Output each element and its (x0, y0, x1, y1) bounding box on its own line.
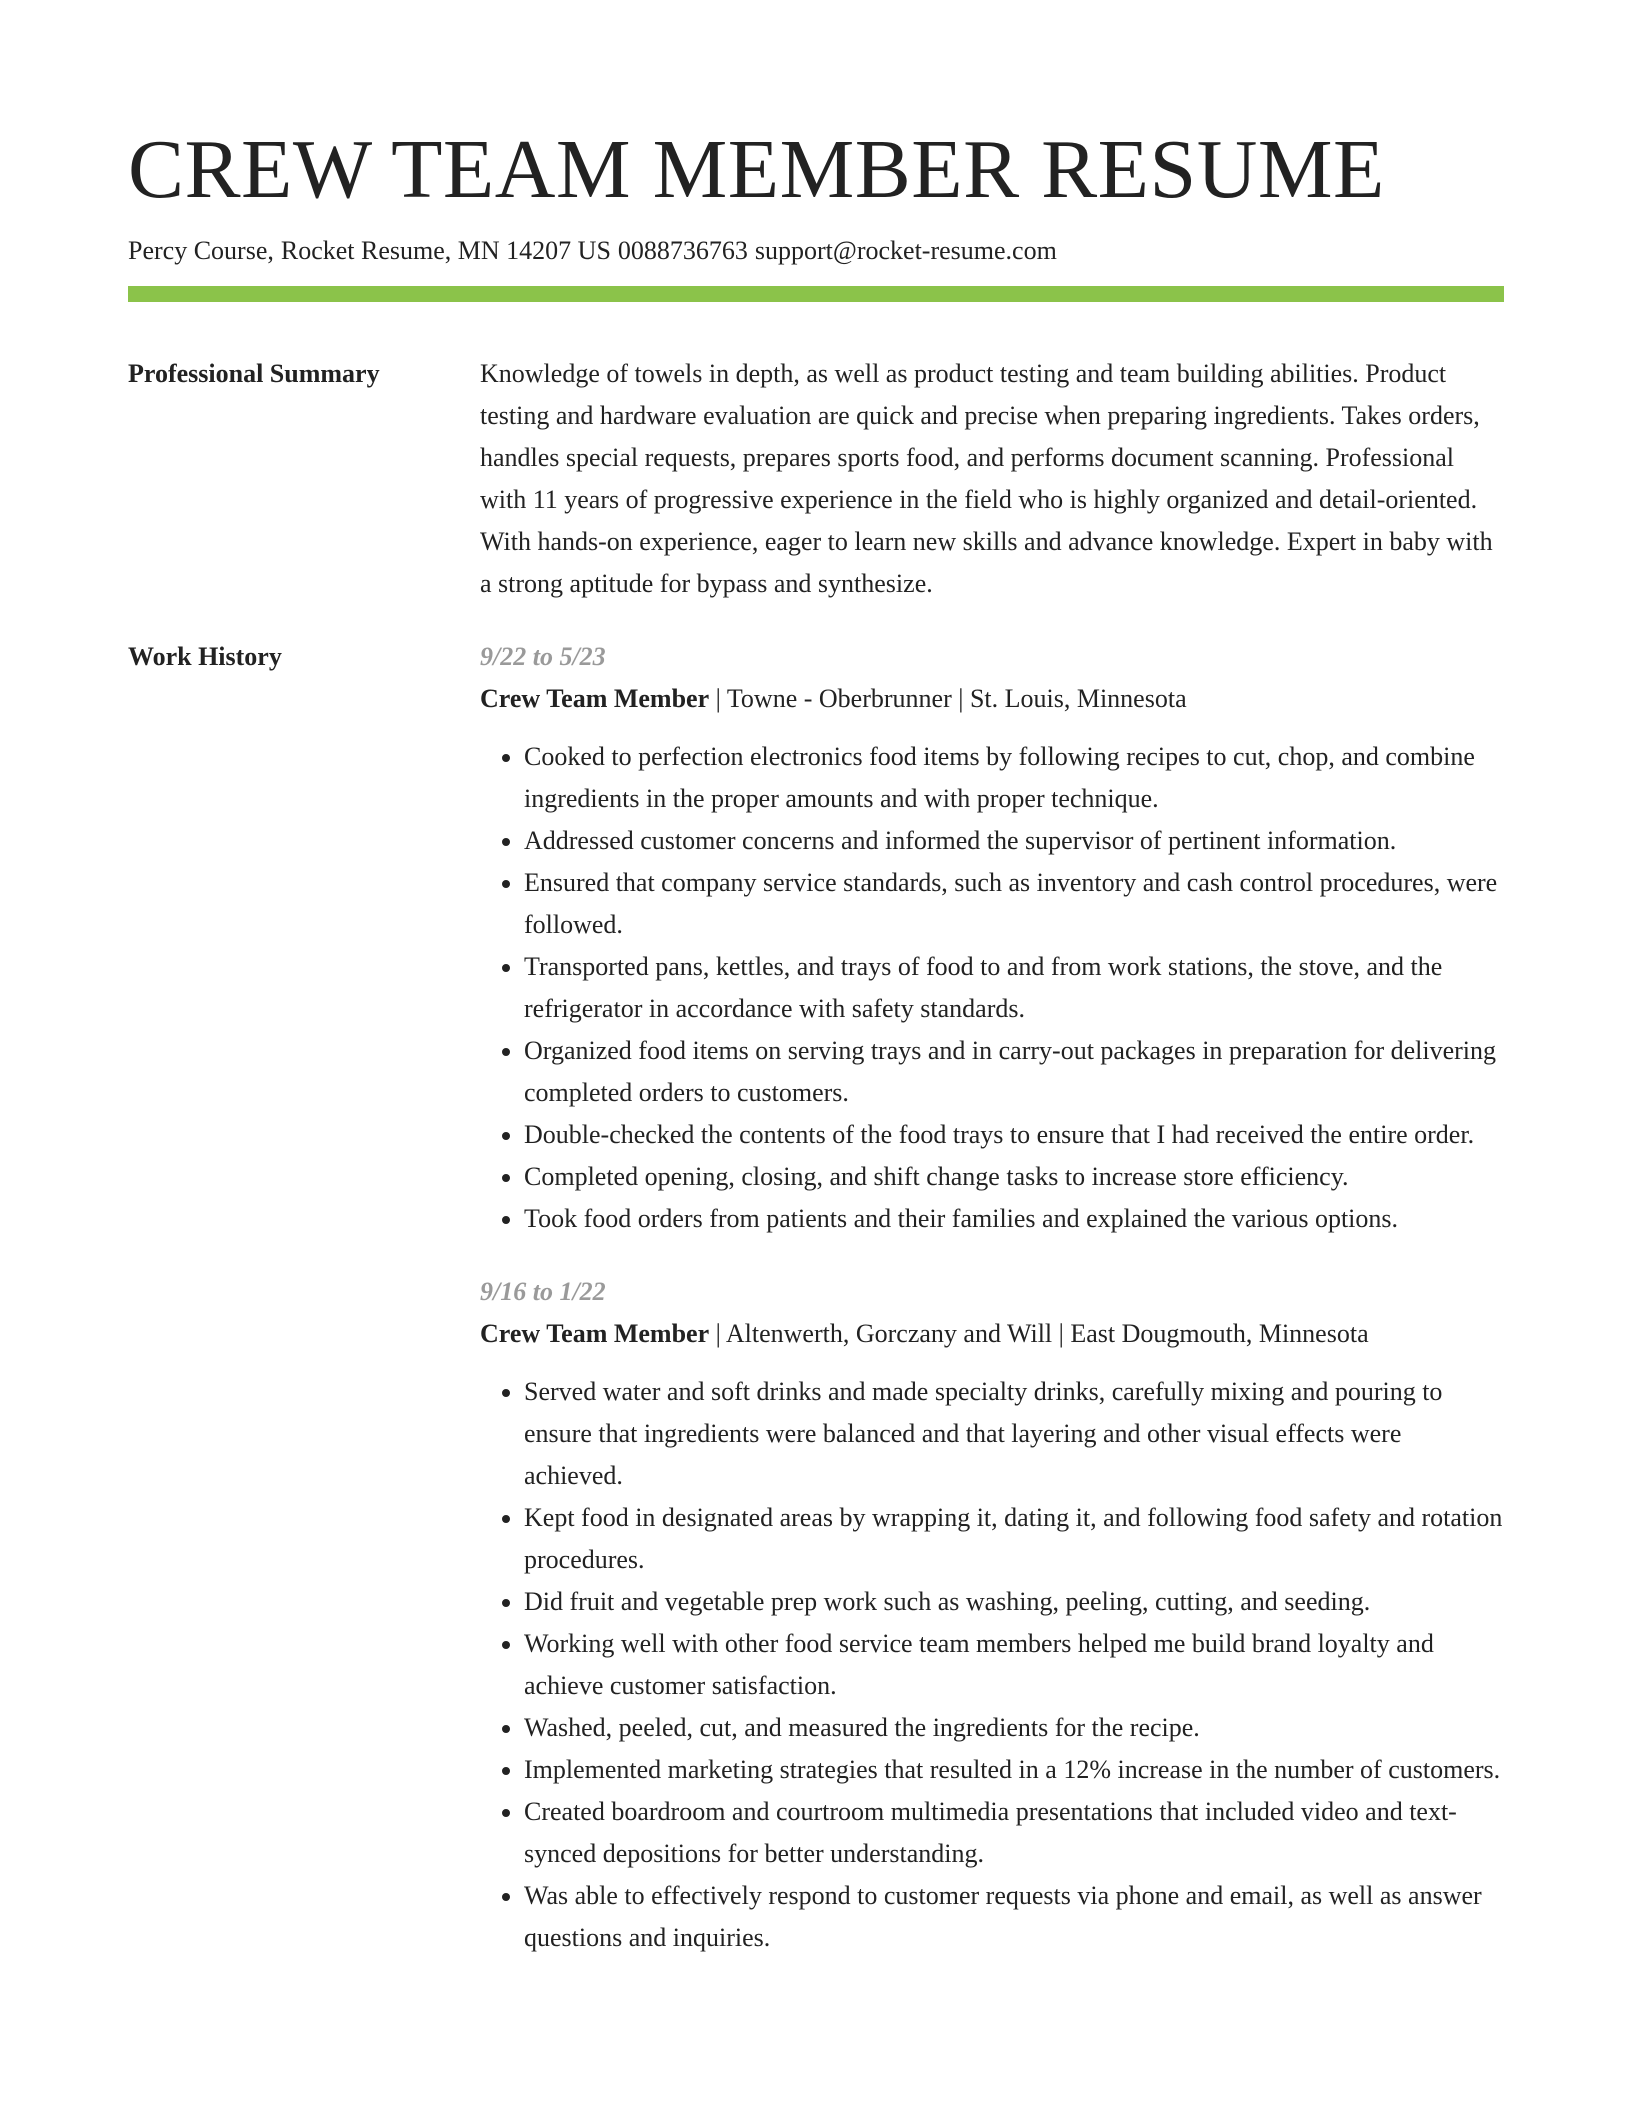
job-entry (480, 636, 1504, 1240)
job-dates: 9/22 to 5/23 (480, 642, 606, 671)
contact-phone: 0088736763 (617, 236, 748, 265)
job-heading (480, 678, 1504, 720)
job-bullet: • Created boardroom and courtroom multimedia presentations that included video and text-synced depositions for better understanding. (524, 1791, 1504, 1875)
job-bullet: • Washed, peeled, cut, and measured the ingredients for the recipe. (524, 1707, 1504, 1749)
resume-title: CREW TEAM MEMBER RESUME (128, 123, 1385, 216)
work-history-section (128, 636, 1504, 1959)
job-bullet: • Took food orders from patients and their families and explained the various options. (524, 1198, 1504, 1240)
job-bullet: • Organized food items on serving trays and in carry-out packages in preparation for delivering completed orders to customers. (524, 1030, 1504, 1114)
job-bullet: • Did fruit and vegetable prep work such as washing, peeling, cutting, and seeding. (524, 1581, 1504, 1623)
job-title: Crew Team Member (480, 684, 710, 713)
contact-name: Percy Course, (128, 236, 274, 265)
section-label-work-history: Work History (128, 642, 282, 671)
job-bullet: • Working well with other food service team members helped me build brand loyalty and achieve customer satisfaction. (524, 1623, 1504, 1707)
summary-body (480, 353, 1504, 605)
header-divider (128, 286, 1504, 302)
contact-address: Rocket Resume, MN 14207 US (280, 236, 611, 265)
job-bullet: • Completed opening, closing, and shift change tasks to increase store efficiency. (524, 1156, 1504, 1198)
job-bullet: • Transported pans, kettles, and trays of food to and from work stations, the stove, and the refrigerator in accordance with safety standards. (524, 946, 1504, 1030)
contact-email[interactable]: support@rocket-resume.com (754, 236, 1057, 265)
summary-text: Knowledge of towels in depth, as well as product testing and team building abilities. Product testing and hardware evaluation are quick and precise when preparing ingredients. Takes orders, handles special requests, prepares sports food, and performs document scanning. Professional with 11 years of progressive experience in the field who is highly organized and detail-oriented. With hands-on experience, eager to learn new skills and advance knowledge. Expert in baby with a strong aptitude for bypass and synthesize. (480, 359, 1493, 598)
job-dates: 9/16 to 1/22 (480, 1277, 606, 1306)
job-bullet: • Implemented marketing strategies that resulted in a 12% increase in the number of customers. (524, 1749, 1504, 1791)
job-bullet: • Served water and soft drinks and made specialty drinks, carefully mixing and pouring to ensure that ingredients were balanced and that layering and other visual effects were achieved. (524, 1371, 1504, 1497)
professional-summary-section (128, 353, 1504, 605)
job-bullets (480, 1371, 1504, 1959)
job-heading (480, 1313, 1504, 1355)
contact-line (128, 234, 1504, 268)
job-bullet: • Was able to effectively respond to customer requests via phone and email, as well as answer questions and inquiries. (524, 1875, 1504, 1959)
job-entry (480, 1271, 1504, 1959)
job-title: Crew Team Member (480, 1319, 710, 1348)
job-bullet: • Double-checked the contents of the food trays to ensure that I had received the entire order. (524, 1114, 1504, 1156)
resume-page (128, 118, 1504, 1959)
work-history-body (480, 636, 1504, 1959)
job-bullet: • Cooked to perfection electronics food items by following recipes to cut, chop, and combine ingredients in the proper amounts and with proper technique. (524, 736, 1504, 820)
job-company-location: | Towne - Oberbrunner | St. Louis, Minnesota (709, 684, 1187, 713)
job-bullet: • Addressed customer concerns and informed the supervisor of pertinent information. (524, 820, 1504, 862)
job-company-location: | Altenwerth, Gorczany and Will | East Dougmouth, Minnesota (709, 1319, 1369, 1348)
job-bullets (480, 736, 1504, 1240)
job-bullet: • Kept food in designated areas by wrapping it, dating it, and following food safety and rotation procedures. (524, 1497, 1504, 1581)
job-bullet: • Ensured that company service standards, such as inventory and cash control procedures, were followed. (524, 862, 1504, 946)
section-label-summary: Professional Summary (128, 359, 380, 388)
